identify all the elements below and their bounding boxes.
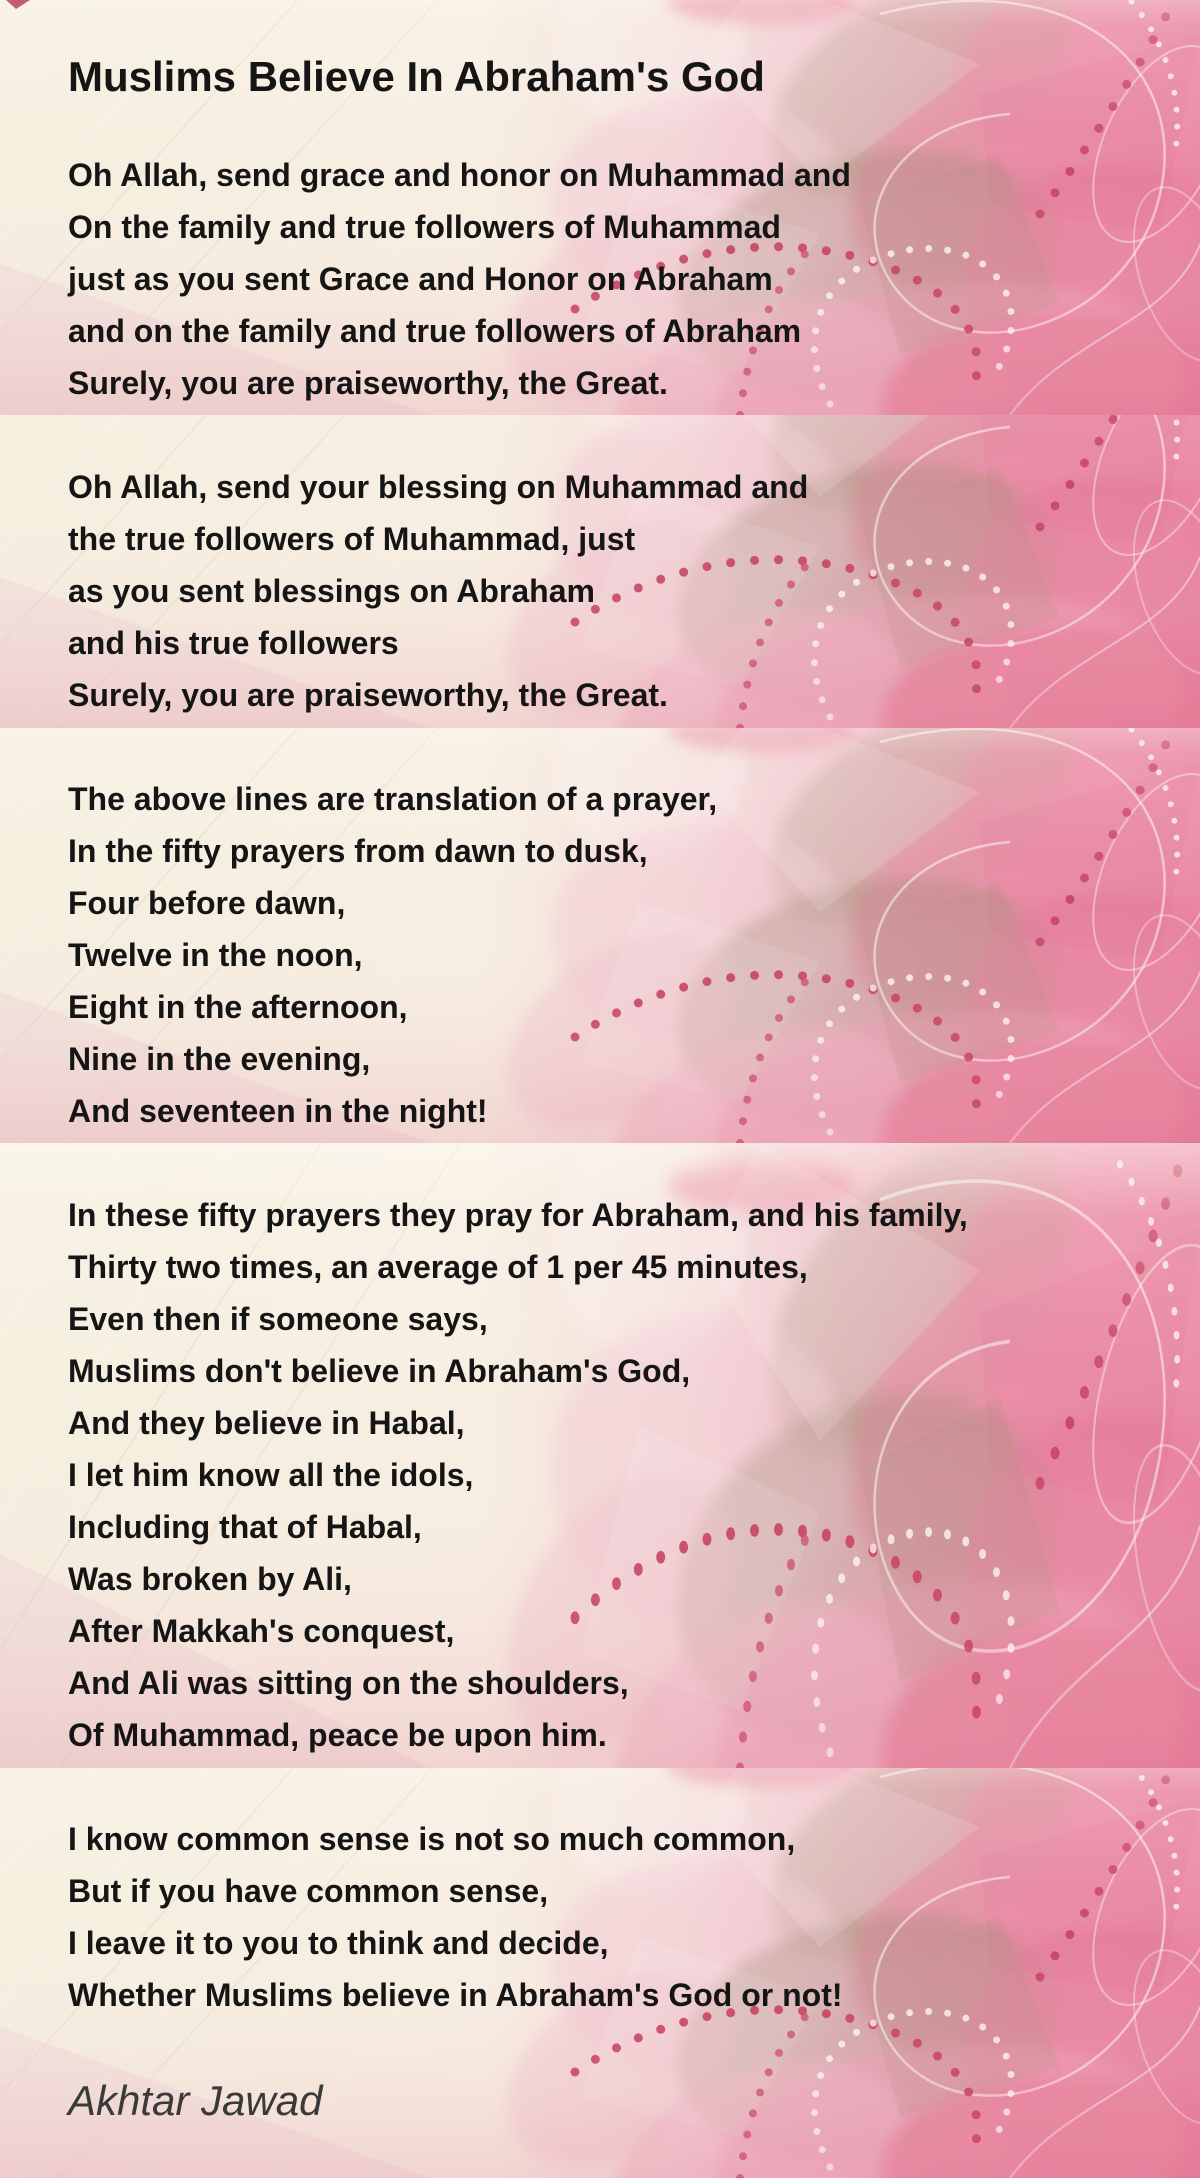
stanza-1 <box>68 149 1200 409</box>
poem-line: Surely, you are praiseworthy, the Great. <box>68 365 668 401</box>
poem-line: Was broken by Ali, <box>68 1561 352 1597</box>
stanza-3 <box>68 773 1200 1137</box>
poem-line: Of Muhammad, peace be upon him. <box>68 1717 607 1753</box>
poem-line: I let him know all the idols, <box>68 1457 474 1493</box>
poem-line: Twelve in the noon, <box>68 937 363 973</box>
poem-line: I know common sense is not so much common, <box>68 1821 796 1857</box>
poem-line: Four before dawn, <box>68 885 346 921</box>
poem-title: Muslims Believe In Abraham's God <box>68 53 765 100</box>
poem-line: I leave it to you to think and decide, <box>68 1925 609 1961</box>
poem-author: Akhtar Jawad <box>68 2077 323 2124</box>
poem-line: After Makkah's conquest, <box>68 1613 455 1649</box>
poem-line: In the fifty prayers from dawn to dusk, <box>68 833 648 869</box>
poem-line: Eight in the afternoon, <box>68 989 408 1025</box>
poem-line: Nine in the evening, <box>68 1041 371 1077</box>
poem-line: Thirty two times, an average of 1 per 45 minutes, <box>68 1249 808 1285</box>
poem-line: On the family and true followers of Muhammad <box>68 209 781 245</box>
poem-line: just as you sent Grace and Honor on Abraham <box>68 261 773 297</box>
poem-line: And they believe in Habal, <box>68 1405 465 1441</box>
poem-line: The above lines are translation of a prayer, <box>68 781 718 817</box>
poem-line: the true followers of Muhammad, just <box>68 521 636 557</box>
poem-line: And seventeen in the night! <box>68 1093 488 1129</box>
poem-line: Muslims don't believe in Abraham's God, <box>68 1353 691 1389</box>
poem-line: and his true followers <box>68 625 399 661</box>
poem-line: Surely, you are praiseworthy, the Great. <box>68 677 668 713</box>
poem-line: and on the family and true followers of Abraham <box>68 313 802 349</box>
poem-line: Including that of Habal, <box>68 1509 422 1545</box>
poem-line: But if you have common sense, <box>68 1873 549 1909</box>
poem-line: Oh Allah, send grace and honor on Muhammad and <box>68 157 851 193</box>
poem-line: Even then if someone says, <box>68 1301 488 1337</box>
poem-line: Whether Muslims believe in Abraham's God or not! <box>68 1977 843 2013</box>
poem-body <box>68 149 1200 2021</box>
poem-line: In these fifty prayers they pray for Abraham, and his family, <box>68 1197 968 1233</box>
poem-line: as you sent blessings on Abraham <box>68 573 595 609</box>
stanza-5 <box>68 1813 1200 2021</box>
poem-line: And Ali was sitting on the shoulders, <box>68 1665 629 1701</box>
stanza-4 <box>68 1189 1200 1761</box>
poem-line: Oh Allah, send your blessing on Muhammad and <box>68 469 809 505</box>
stanza-2 <box>68 461 1200 721</box>
